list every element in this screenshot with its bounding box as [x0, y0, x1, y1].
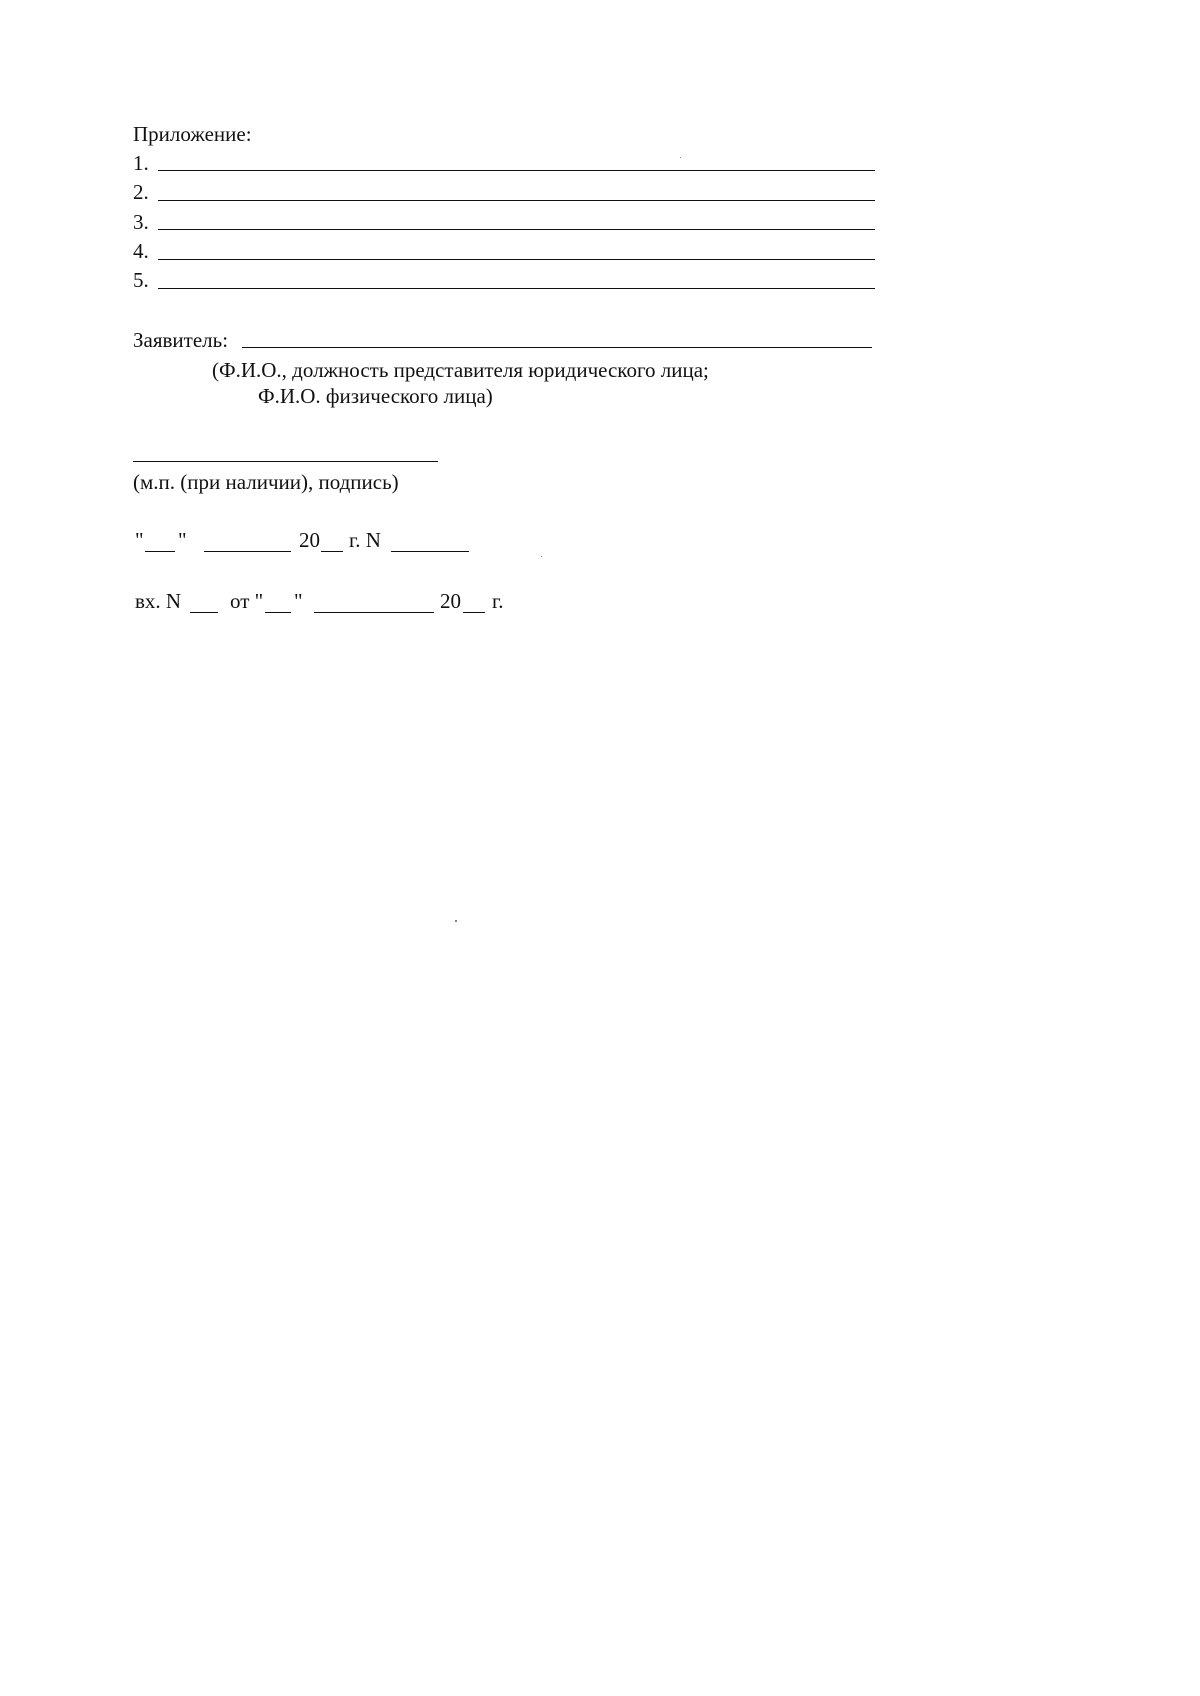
incoming-from-label: от ": [230, 589, 264, 613]
attachment-item-3-number: 3.: [133, 210, 149, 234]
incoming-year-prefix: 20: [440, 589, 461, 613]
scan-speck: [455, 920, 457, 922]
registration-year-line: [321, 551, 343, 552]
registration-year-prefix: 20: [299, 528, 320, 552]
incoming-day-line: [265, 612, 291, 613]
incoming-year-line: [463, 612, 485, 613]
attachment-item-1-line: [158, 170, 875, 171]
incoming-month-line: [314, 612, 434, 613]
attachments-heading: Приложение:: [133, 122, 252, 146]
registration-day-line: [145, 551, 175, 552]
applicant-line: [242, 347, 872, 348]
incoming-year-suffix: г.: [492, 589, 504, 613]
registration-number-line: [391, 551, 469, 552]
applicant-caption-line1: (Ф.И.О., должность представителя юридического лица;: [212, 358, 709, 382]
registration-month-line: [204, 551, 291, 552]
incoming-quote-close: ": [294, 589, 303, 613]
signature-caption: (м.п. (при наличии), подпись): [133, 470, 399, 494]
incoming-prefix: вх. N: [135, 589, 182, 613]
signature-line: [133, 461, 438, 462]
applicant-caption-line2: Ф.И.О. физического лица): [258, 384, 493, 408]
attachment-item-5-line: [158, 288, 875, 289]
scan-speck: [680, 157, 681, 158]
registration-quote-close: ": [178, 528, 187, 552]
attachment-item-2-line: [158, 200, 875, 201]
attachment-item-3-line: [158, 229, 875, 230]
attachment-item-4-number: 4.: [133, 239, 149, 263]
scan-speck: [541, 556, 542, 557]
applicant-label: Заявитель:: [133, 328, 229, 352]
attachment-item-5-number: 5.: [133, 268, 149, 292]
registration-year-suffix: г. N: [349, 528, 381, 552]
incoming-number-line: [190, 612, 218, 613]
registration-quote-open: ": [135, 528, 144, 552]
attachment-item-2-number: 2.: [133, 180, 149, 204]
attachment-item-4-line: [158, 259, 875, 260]
attachment-item-1-number: 1.: [133, 151, 149, 175]
